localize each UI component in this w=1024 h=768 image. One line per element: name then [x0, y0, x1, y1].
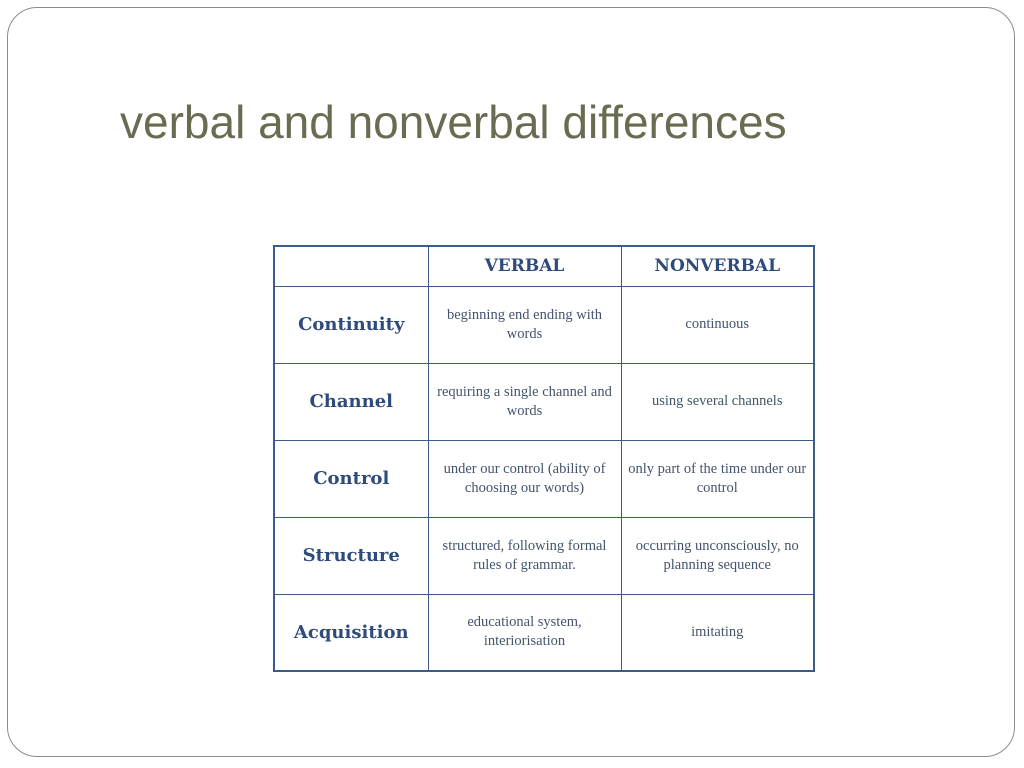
row-label-control: Control [274, 440, 428, 517]
table-row [274, 517, 814, 594]
row-label-channel: Channel [274, 363, 428, 440]
header-nonverbal: NONVERBAL [621, 246, 814, 286]
cell-verbal: structured, following formal rules of grammar. [428, 517, 621, 594]
cell-verbal: under our control (ability of choosing our words) [428, 440, 621, 517]
cell-verbal: beginning end ending with words [428, 286, 621, 363]
table-row [274, 286, 814, 363]
cell-nonverbal: only part of the time under our control [621, 440, 814, 517]
table-row [274, 440, 814, 517]
cell-nonverbal: occurring unconsciously, no planning sequence [621, 517, 814, 594]
row-label-structure: Structure [274, 517, 428, 594]
slide-frame [7, 7, 1015, 757]
table-row [274, 363, 814, 440]
cell-verbal: educational system, interiorisation [428, 594, 621, 671]
header-corner-cell [274, 246, 428, 286]
table-header-row [274, 246, 814, 286]
slide-title: verbal and nonverbal differences [120, 96, 787, 148]
cell-nonverbal: continuous [621, 286, 814, 363]
cell-verbal: requiring a single channel and words [428, 363, 621, 440]
cell-nonverbal: imitating [621, 594, 814, 671]
row-label-continuity: Continuity [274, 286, 428, 363]
header-verbal: VERBAL [428, 246, 621, 286]
cell-nonverbal: using several channels [621, 363, 814, 440]
comparison-table [273, 245, 815, 672]
row-label-acquisition: Acquisition [274, 594, 428, 671]
table-row [274, 594, 814, 671]
